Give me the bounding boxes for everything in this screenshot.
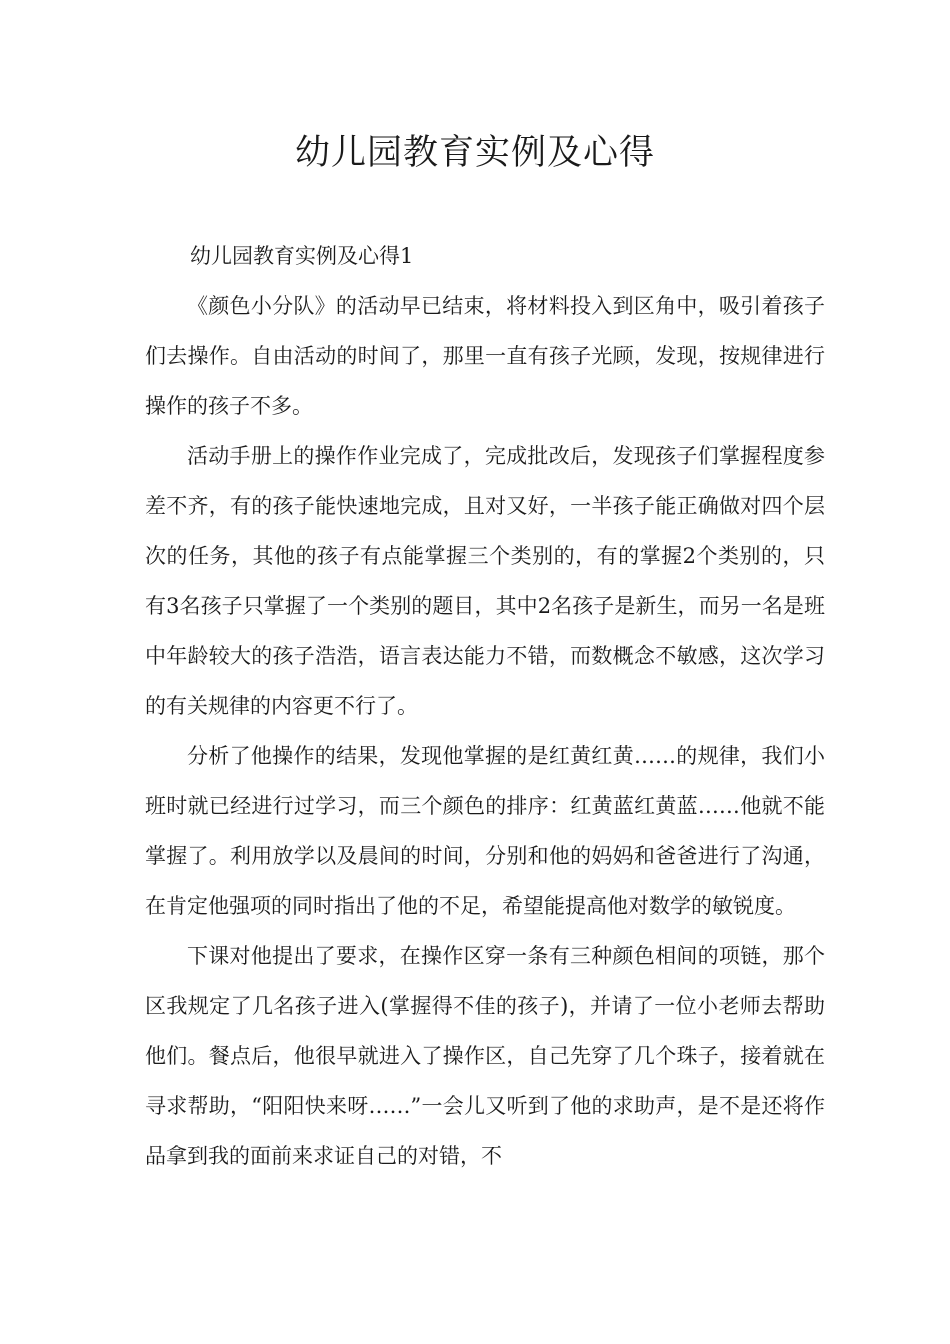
paragraph: 下课对他提出了要求，在操作区穿一条有三种颜色相间的项链，那个区我规定了几名孩子进入(掌握得不佳的孩子)，并请了一位小老师去帮助他们。餐点后，他很早就进入了操作区，自己先穿了几个珠子，接着就在寻求帮助，“阳阳快来呀……”一会儿又听到了他的求助声，是不是还将作品拿到我的面前来求证自己的对错，不 <box>145 944 825 1168</box>
document-body <box>145 231 825 1181</box>
paragraph: 分析了他操作的结果，发现他掌握的是红黄红黄……的规律，我们小班时就已经进行过学习，而三个颜色的排序：红黄蓝红黄蓝……他就不能掌握了。利用放学以及晨间的时间，分别和他的妈妈和爸爸进行了沟通，在肯定他强项的同时指出了他的不足，希望能提高他对数学的敏锐度。 <box>145 744 825 918</box>
paragraph: 《颜色小分队》的活动早已结束，将材料投入到区角中，吸引着孩子们去操作。自由活动的时间了，那里一直有孩子光顾，发现，按规律进行操作的孩子不多。 <box>145 294 825 418</box>
section-heading: 幼儿园教育实例及心得1 <box>190 244 414 268</box>
document-title: 幼儿园教育实例及心得 <box>294 133 655 173</box>
paragraph: 活动手册上的操作作业完成了，完成批改后，发现孩子们掌握程度参差不齐，有的孩子能快速地完成，且对又好，一半孩子能正确做对四个层次的任务，其他的孩子有点能掌握三个类别的，有的掌握2个类别的，只有3名孩子只掌握了一个类别的题目，其中2名孩子是新生，而另一名是班中年龄较大的孩子浩浩，语言表达能力不错，而数概念不敏感，这次学习的有关规律的内容更不行了。 <box>145 444 825 718</box>
